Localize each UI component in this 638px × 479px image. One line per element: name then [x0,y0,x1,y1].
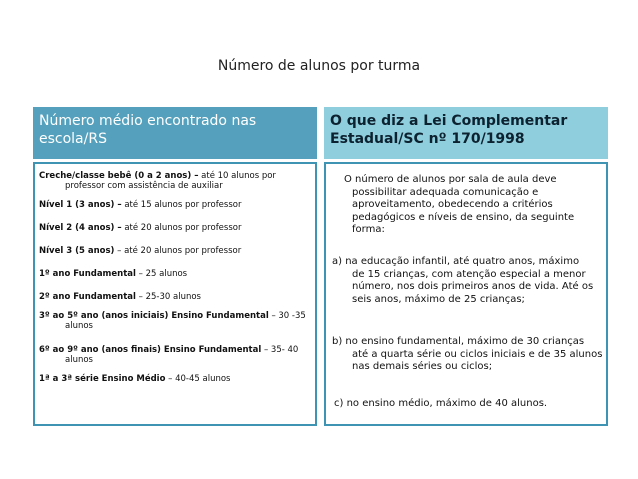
left-content-panel [33,162,317,426]
list-item [39,200,315,210]
row-value: – 30 -35 [268,311,306,321]
list-item [39,223,315,233]
list-item [39,345,315,365]
list-item [39,269,315,279]
list-item [39,311,315,331]
row-label: Nível 3 (5 anos) [39,246,115,256]
paragraph-continuation: até a quarta série ou ciclos iniciais e de 35 alunos nas demais séries ou ciclos; [352,348,603,372]
row-label: Creche/classe bebê (0 a 2 anos) – [39,171,199,181]
list-item [39,374,315,384]
row-label: 1ª a 3ª série Ensino Médio [39,374,166,384]
paragraph-continuation: de 15 crianças, com atenção especial a menor número, nos dois primeiros anos de vida. Até os seis anos, máximo de 25 crianças; [352,268,594,305]
left-column-header: Número médio encontrado nas escola/RS [33,107,317,159]
page-title: Número de alunos por turma [217,58,421,74]
row-value: – 25-30 alunos [135,292,201,302]
row-value: – 40-45 alunos [165,374,231,384]
list-item [39,171,315,191]
paragraph-first-line: a) na educação infantil, até quatro anos, máximo [332,256,580,267]
right-column-header: O que diz a Lei Complementar Estadual/SC nº 170/1998 [324,107,608,159]
row-value: – 25 alunos [135,269,188,279]
row-value: até 10 alunos por [198,171,276,181]
row-value: – até 20 alunos por professor [114,246,242,256]
right-content-panel [324,162,608,426]
paragraph-continuation: possibilitar adequada comunicação e aproveitamento, obedecendo a critérios pedagógicos e níveis de ensino, da seguinte forma: [352,186,575,235]
row-continuation: professor com assistência de auxiliar [65,181,223,191]
list-item [39,292,315,302]
row-label: 6º ao 9º ano (anos finais) Ensino Fundamental [39,345,262,355]
law-item-c: c) no ensino médio, máximo de 40 alunos. [334,398,548,409]
row-label: Nível 2 (4 anos) – [39,223,122,233]
list-item [39,246,315,256]
row-value: – 35- 40 [261,345,299,355]
row-label: 1º ano Fundamental [39,269,136,279]
row-label: 2º ano Fundamental [39,292,136,302]
paragraph-first-line: b) no ensino fundamental, máximo de 30 crianças [332,336,585,347]
law-intro-paragraph [344,174,606,237]
row-continuation: alunos [65,321,93,331]
row-label: 3º ao 5º ano (anos iniciais) Ensino Fundamental [39,311,269,321]
row-value: até 15 alunos por professor [121,200,242,210]
row-continuation: alunos [65,355,93,365]
row-value: até 20 alunos por professor [121,223,242,233]
law-item-a [332,256,604,306]
law-item-b [332,336,604,374]
paragraph-first-line: O número de alunos por sala de aula deve [344,174,557,185]
row-label: Nível 1 (3 anos) – [39,200,122,210]
